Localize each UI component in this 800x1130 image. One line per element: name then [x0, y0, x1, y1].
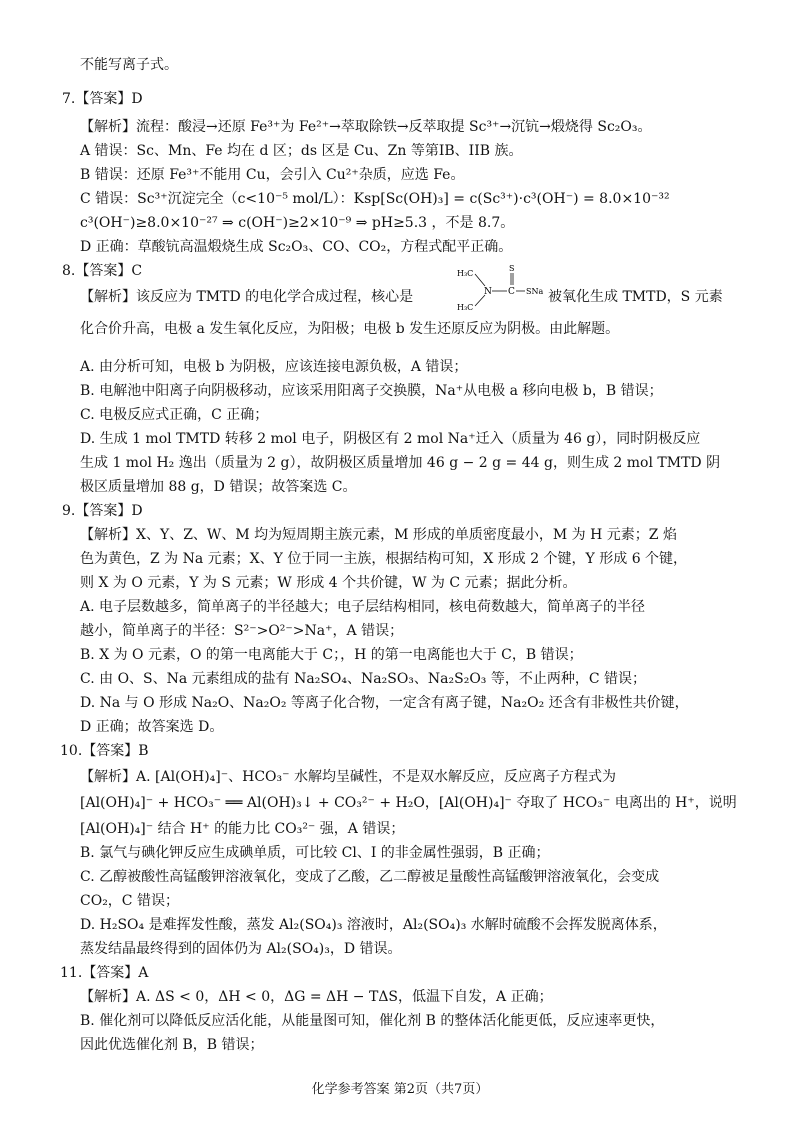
text-line: C 错误：Sc³⁺沉淀完全（c<10⁻⁵ mol/L）：Ksp[Sc(OH)₃] = c(Sc³⁺)·c³(OH⁻) = 8.0×10⁻³²: [80, 191, 670, 207]
text-line: 蒸发结晶最终得到的固体仍为 Al₂(SO₄)₃，D 错误。: [80, 941, 402, 957]
text-line: B 错误：还原 Fe³⁺不能用 Cu，会引入 Cu²⁺杂质，应选 Fe。: [80, 167, 465, 183]
text-line: 生成 1 mol H₂ 逸出（质量为 2 g），故阴极区质量增加 46 g − 2 g = 44 g，则生成 2 mol TMTD 阴: [80, 455, 721, 471]
text-line: D. 生成 1 mol TMTD 转移 2 mol 电子，阴极区有 2 mol Na⁺迁入（质量为 46 g），同时阴极反应: [80, 431, 701, 447]
text-line: c³(OH⁻)≥8.0×10⁻²⁷ ⇒ c(OH⁻)≥2×10⁻⁹ ⇒ pH≥5.3 ，不是 8.7。: [80, 215, 515, 231]
text-line: 不能写离子式。: [80, 57, 178, 73]
text-line: 7.【答案】D: [62, 91, 143, 107]
text-line: A. 由分析可知，电极 b 为阴极，应该连接电源负极，A 错误；: [80, 359, 468, 375]
dithiocarbamate-structure: [455, 262, 545, 314]
page-footer: 化学参考答案 第2页（共7页）: [311, 1082, 489, 1097]
text-line: A. 电子层数越多，简单离子的半径越大；电子层结构相同，核电荷数越大，简单离子的半径: [80, 599, 646, 615]
text-line: A 错误：Sc、Mn、Fe 均在 d 区；ds 区是 Cu、Zn 等第IB、IIB 族。: [80, 143, 523, 159]
text-line: D. H₂SO₄ 是难挥发性酸，蒸发 Al₂(SO₄)₃ 溶液时，Al₂(SO₄)₃ 水解时硫酸不会挥发脱离体系，: [80, 917, 667, 933]
mol-ch3-bottom: H₃C: [457, 303, 474, 312]
text-line: B. 氯气与碘化钾反应生成碘单质，可比较 Cl、I 的非金属性强弱，B 正确；: [80, 845, 550, 861]
mol-n: N: [484, 287, 492, 297]
text-line: [Al(OH)₄]⁻ 结合 H⁺ 的能力比 CO₃²⁻ 强，A 错误；: [80, 821, 405, 837]
text-line: 越小，简单离子的半径：S²⁻>O²⁻>Na⁺，A 错误；: [80, 623, 404, 639]
text-line: C. 电极反应式正确，C 正确；: [80, 407, 269, 423]
text-line: 因此优选催化剂 B，B 错误；: [80, 1037, 264, 1053]
text-line: B. 电解池中阳离子向阴极移动，应该采用阳离子交换膜，Na⁺从电极 a 移向电极 b，B 错误；: [80, 383, 663, 399]
text-line: 【解析】A. ΔS < 0，ΔH < 0，ΔG = ΔH − TΔS，低温下自发，A 正确；: [80, 989, 553, 1005]
text-line: 【解析】流程：酸浸→还原 Fe³⁺为 Fe²⁺→萃取除铁→反萃取提 Sc³⁺→沉钪→煅烧得 Sc₂O₃。: [80, 119, 652, 135]
text-line: 【解析】该反应为 TMTD 的电化学合成过程，核心是: [80, 289, 414, 305]
text-line: C. 由 O、S、Na 元素组成的盐有 Na₂SO₄、Na₂SO₃、Na₂S₂O₃ 等，不止两种，C 错误；: [80, 671, 647, 687]
text-line: C. 乙醇被酸性高锰酸钾溶液氧化，变成了乙酸，乙二醇被足量酸性高锰酸钾溶液氧化，会变成: [80, 869, 660, 885]
text-line: 则 X 为 O 元素，Y 为 S 元素；W 形成 4 个共价键，W 为 C 元素；据此分析。: [80, 575, 577, 591]
text-line: 【解析】X、Y、Z、W、M 均为短周期主族元素，M 形成的单质密度最小，M 为 H 元素；Z 焰: [80, 527, 677, 543]
text-line: 被氧化生成 TMTD，S 元素: [548, 289, 723, 305]
text-line: D. Na 与 O 形成 Na₂O、Na₂O₂ 等离子化合物，一定含有离子键，Na₂O₂ 还含有非极性共价键，: [80, 695, 689, 711]
text-line: 8.【答案】C: [62, 263, 143, 279]
mol-s: S: [509, 264, 515, 273]
text-line: 【解析】A. [Al(OH)₄]⁻、HCO₃⁻ 水解均呈碱性，不是双水解反应，反应离子方程式为: [80, 769, 616, 785]
text-line: [Al(OH)₄]⁻ + HCO₃⁻ ══ Al(OH)₃↓ + CO₃²⁻ + H₂O，[Al(OH)₄]⁻ 夺取了 HCO₃⁻ 电离出的 H⁺，说明: [80, 795, 737, 811]
text-line: 极区质量增加 88 g，D 错误；故答案选 C。: [80, 479, 357, 495]
mol-sna: SNa: [526, 287, 544, 296]
text-line: B. 催化剂可以降低反应活化能，从能量图可知，催化剂 B 的整体活化能更低，反应速率更快，: [80, 1013, 665, 1029]
text-line: D 正确：草酸钪高温煅烧生成 Sc₂O₃、CO、CO₂，方程式配平正确。: [80, 239, 513, 255]
text-line: B. X 为 O 元素，O 的第一电离能大于 C；，H 的第一电离能也大于 C，B 错误；: [80, 647, 583, 663]
mol-ch3-top: H₃C: [457, 269, 474, 278]
text-line: 9.【答案】D: [62, 503, 143, 519]
text-line: 色为黄色，Z 为 Na 元素；X、Y 位于同一主族，根据结构可知，X 形成 2 个键，Y 形成 6 个键，: [80, 551, 688, 567]
text-line: 10.【答案】B: [60, 743, 149, 759]
mol-c: C: [508, 287, 515, 297]
text-line: D 正确；故答案选 D。: [80, 719, 224, 735]
text-line: 11.【答案】A: [60, 965, 149, 981]
text-line: 化合价升高，电极 a 发生氧化反应，为阳极；电极 b 发生还原反应为阴极。由此解题。: [80, 321, 620, 337]
text-line: CO₂，C 错误；: [80, 893, 179, 909]
